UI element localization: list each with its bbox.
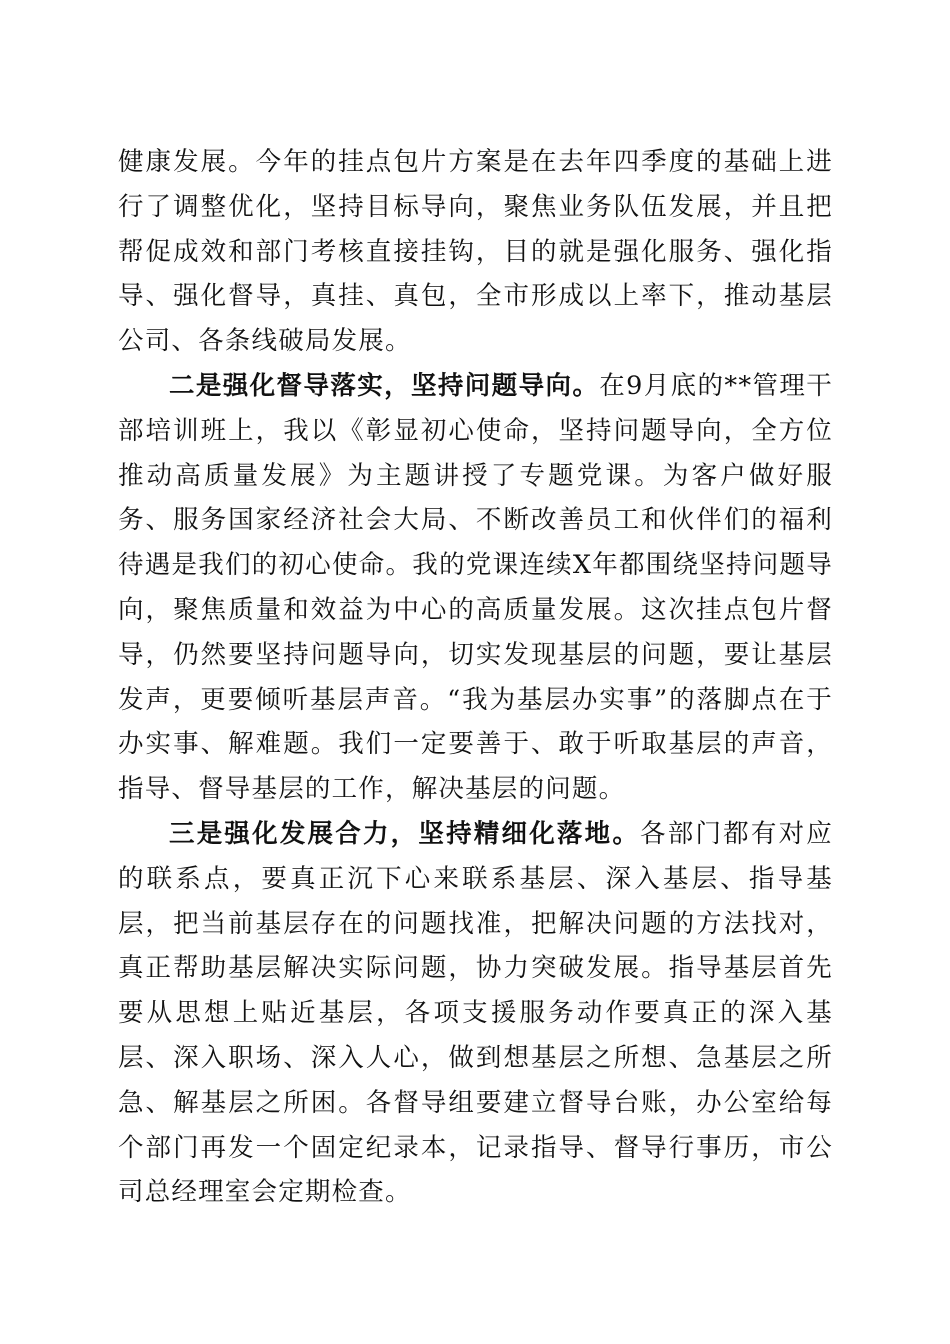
paragraph-continued (118, 140, 833, 364)
paragraph-supervision (118, 364, 833, 812)
paragraph-text: 各部门都有对应的联系点，要真正沉下心来联系基层、深入基层、指导基层，把当前基层存在的问题找准，把解决问题的方法找对，真正帮助基层解决实际问题，协力突破发展。指导基层首先要从思想上贴近基层，各项支援服务动作要真正的深入基层、深入职场、深入人心，做到想基层之所想、急基层之所急、解基层之所困。各督导组要建立督导台账，办公室给每个部门再发一个固定纪录本，记录指导、督导行事历，市公司总经理室会定期检查。 (118, 818, 833, 1208)
paragraph-text: 健康发展。今年的挂点包片方案是在去年四季度的基础上进行了调整优化，坚持目标导向，聚焦业务队伍发展，并且把帮促成效和部门考核直接挂钩，目的就是强化服务、强化指导、强化督导，真挂、真包，全市形成以上率下，推动基层公司、各条线破局发展。 (118, 147, 833, 357)
paragraph-lead: 三是强化发展合力，坚持精细化落地。 (169, 818, 641, 849)
document-body (118, 140, 833, 1215)
paragraph-synergy (118, 812, 833, 1215)
paragraph-lead: 二是强化督导落实，坚持问题导向。 (169, 370, 600, 401)
paragraph-text: 在9月底的**管理干部培训班上，我以《彰显初心使命，坚持问题导向，全方位推动高质量发展》为主题讲授了专题党课。为客户做好服务、服务国家经济社会大局、不断改善员工和伙伴们的福利待遇是我们的初心使命。我的党课连续X年都围绕坚持问题导向，聚焦质量和效益为中心的高质量发展。这次挂点包片督导，仍然要坚持问题导向，切实发现基层的问题，要让基层发声，更要倾听基层声音。“我为基层办实事”的落脚点在于办实事、解难题。我们一定要善于、敢于听取基层的声音，指导、督导基层的工作，解决基层的问题。 (118, 370, 833, 805)
